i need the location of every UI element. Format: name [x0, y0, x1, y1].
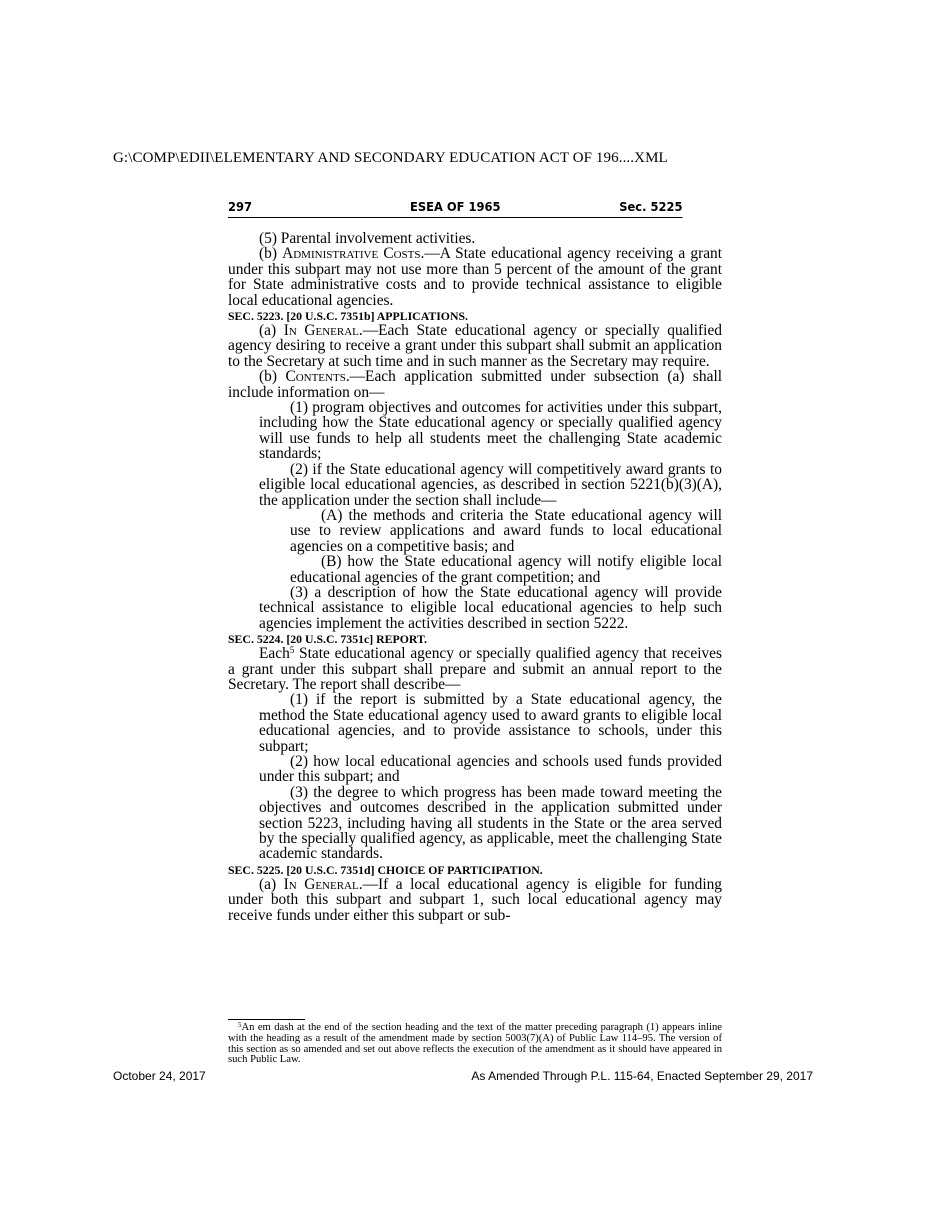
paragraph-lead: (a): [259, 322, 284, 340]
paragraph-lead: (b): [259, 368, 286, 386]
file-path: G:\COMP\EDII\ELEMENTARY AND SECONDARY EDUCATION ACT OF 196....XML: [113, 150, 668, 166]
paragraph-text: .—Each State educational agency or specially qualified agency desiring to receive a grant under this subpart shall submit an application to the Secretary at such time and in such manner as the Secretary may require.: [228, 322, 722, 370]
paragraph-lead: (b): [259, 245, 283, 263]
paragraph-5223-b1: (1) program objectives and outcomes for activities under this subpart, including how the State educational agency or specially qualified agency will use funds to help all students meet the challenging State academic standards;: [259, 399, 722, 463]
paragraph-administrative-costs: [228, 246, 722, 308]
footnote-number: 5: [238, 1021, 242, 1029]
running-title: ESEA OF 1965: [409, 199, 501, 214]
paragraph-5224-intro: [228, 646, 722, 692]
paragraph-heading: Administrative Costs: [282, 245, 421, 263]
paragraph-text: .—Each application submitted under subsection (a) shall include information on—: [228, 368, 722, 401]
document-body: [228, 231, 722, 923]
footer-amended-note: As Amended Through P.L. 115-64, Enacted September 29, 2017: [471, 1069, 813, 1083]
paragraph-5224-1: (1) if the report is submitted by a State educational agency, the method the State educational agency used to award grants to eligible local educational agencies, and to provide assistance to schools, under this subpart;: [259, 691, 722, 755]
paragraph-5223-b2B: (B) how the State educational agency will notify eligible local educational agencies of the grant competition; and: [290, 553, 722, 586]
section-heading-5225: SEC. 5225. [20 U.S.C. 7351d] CHOICE OF PARTICIPATION.: [228, 862, 543, 877]
paragraph-5223-b2: (2) if the State educational agency will competitively award grants to eligible local educational agencies, as described in section 5221(b)(3)(A), the application under the section shall include—: [259, 460, 722, 509]
paragraph-heading: In General: [283, 322, 359, 340]
paragraph-5223-a: [228, 323, 722, 369]
paragraph-lead-word: Each: [259, 645, 290, 663]
paragraph-text: .—A State educational agency receiving a grant under this subpart may not use more than 5 percent of the amount of the grant for State administrative costs and to provide technical assistance to eligible local educational agencies.: [228, 245, 723, 309]
footnote-divider: [228, 1019, 305, 1020]
footnote: [228, 1023, 722, 1066]
paragraph-text: State educational agency or specially qualified agency that receives a grant under this subpart shall prepare and submit an annual report to the Secretary. The report shall describe—: [228, 645, 722, 693]
footnote-text: An em dash at the end of the section heading and the text of the matter preceding paragraph (1) appears inline with the heading as a result of the amendment made by section 5003(7)(A) of Public Law 114–95. The version of this section as so amended and set out above reflects the execution of the amendment as it should have appeared in such Public Law.: [228, 1022, 722, 1066]
section-heading-5224: SEC. 5224. [20 U.S.C. 7351c] REPORT.: [228, 632, 427, 647]
footer-date: October 24, 2017: [113, 1069, 206, 1083]
paragraph-5225-a: [228, 877, 722, 923]
paragraph-heading: In General: [283, 875, 359, 893]
paragraph-5224-3: (3) the degree to which progress has been made toward meeting the objectives and outcomes described in the application submitted under section 5223, including having all students in the State or the area served by the specially qualified agency, as applicable, meet the challenging State academic standards.: [259, 783, 722, 863]
paragraph-parental-involvement: (5) Parental involvement activities.: [259, 230, 476, 247]
running-header: [228, 197, 682, 218]
section-heading-5223: SEC. 5223. [20 U.S.C. 7351b] APPLICATIONS.: [228, 309, 469, 324]
paragraph-5223-b: [228, 369, 722, 400]
paragraph-5223-b3: (3) a description of how the State educational agency will provide technical assistance to eligible local educational agencies to help such agencies implement the activities described in section 5222.: [259, 583, 722, 632]
paragraph-5223-b2A: (A) the methods and criteria the State educational agency will use to review applications and award funds to local educational agencies on a competitive basis; and: [290, 506, 722, 555]
paragraph-text: .—If a local educational agency is eligible for funding under both this subpart and subpart 1, such local educational agency may receive funds under either this subpart or sub-: [228, 875, 722, 924]
paragraph-heading: Contents: [285, 368, 346, 386]
paragraph-5224-2: (2) how local educational agencies and schools used funds provided under this subpart; and: [259, 753, 722, 786]
paragraph-lead: (a): [259, 875, 284, 893]
footnote-ref[interactable]: 5: [289, 645, 295, 656]
running-section: Sec. 5225: [619, 199, 683, 214]
page-number: 297: [228, 199, 253, 214]
